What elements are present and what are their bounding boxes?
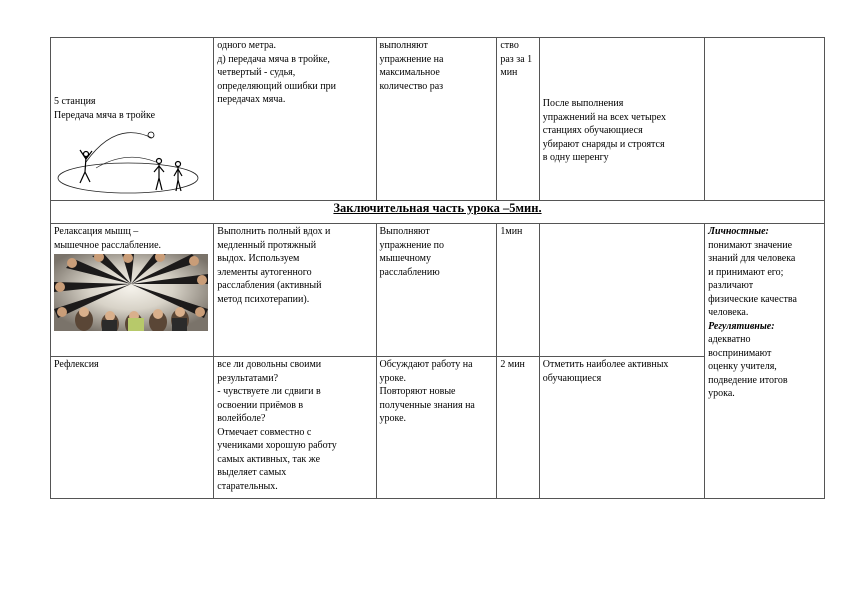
text-line: раз за 1 xyxy=(500,53,533,65)
text-line: в одну шеренгу xyxy=(542,152,609,163)
text-line: станциях обучающиеся xyxy=(542,125,643,136)
cell-student xyxy=(376,224,497,357)
text-line: результатами? xyxy=(217,372,279,384)
text-line: воспринимают xyxy=(708,347,772,359)
time-value: 2 мин xyxy=(500,359,525,370)
text-line: освоении приёмов в xyxy=(217,399,304,411)
text-line: полученные знания на xyxy=(379,399,475,411)
text-line: учениками хорошую работу xyxy=(217,440,337,451)
text-line: четвертый - судья, xyxy=(217,67,296,78)
cell-teacher xyxy=(214,357,376,499)
stage-line: Релаксация мышц – xyxy=(54,226,139,237)
stage-line: мышечное расслабление. xyxy=(54,239,162,251)
text-line: расслаблению xyxy=(379,266,440,278)
cell-teacher xyxy=(214,224,376,357)
text-line: мышечному xyxy=(379,253,431,264)
table-row-relaxation xyxy=(51,224,825,357)
stage-line: 5 станция xyxy=(54,96,96,107)
relaxation-circle-photo xyxy=(54,254,208,331)
text-line: самых активных, так же xyxy=(217,453,321,465)
text-line: Отметить наиболее активных xyxy=(542,359,669,370)
text-line: Выполнить полный вдох и xyxy=(217,226,331,237)
stage-label: Рефлексия xyxy=(54,359,99,370)
text-line: физические качества xyxy=(708,293,797,305)
text-line: элементы аутогенного xyxy=(217,266,312,278)
text-line: расслабления (активный xyxy=(217,280,322,291)
text-line: уроке. xyxy=(379,372,407,384)
text-line: - чувствуете ли сдвиги в xyxy=(217,386,321,397)
stage-line: Передача мяча в тройке xyxy=(54,109,156,121)
text-line: определяющий ошибки при xyxy=(217,80,336,92)
time-value: 1мин xyxy=(500,226,523,237)
text-line: упражнений на всех четырех xyxy=(542,111,666,123)
text-line: медленный протяжный xyxy=(217,239,317,251)
text-line: упражнение по xyxy=(379,239,444,251)
text-line: урока. xyxy=(708,388,735,399)
text-line: количество раз xyxy=(379,80,444,92)
text-line: передачах мяча. xyxy=(217,94,286,105)
uud-regulative-title: Регулятивные: xyxy=(708,320,775,332)
cell-uud xyxy=(705,38,825,201)
cell-time xyxy=(497,38,539,201)
text-line: убирают снаряды и строятся xyxy=(542,138,665,150)
cell-stage xyxy=(51,38,214,201)
text-line: Обсуждают работу на xyxy=(379,359,473,370)
text-line: знаний для человека xyxy=(708,253,796,264)
text-line: максимальное xyxy=(379,67,440,78)
text-line: адекватно xyxy=(708,334,751,345)
cell-stage xyxy=(51,224,214,357)
text-line: мин xyxy=(500,67,518,78)
section-heading: Заключительная часть урока –5мин. xyxy=(333,201,542,215)
section-heading-row xyxy=(51,201,825,224)
text-line: Выполняют xyxy=(379,226,430,237)
text-line: д) передача мяча в тройке, xyxy=(217,53,330,65)
cell-notes xyxy=(539,224,704,357)
cell-time xyxy=(497,224,539,357)
text-line: После выполнения xyxy=(542,98,624,109)
cell-student xyxy=(376,357,497,499)
text-line: Повторяют новые xyxy=(379,386,456,397)
text-line: метод психотерапии). xyxy=(217,293,310,305)
text-line: понимают значение xyxy=(708,239,793,251)
text-line: Отмечает совместно с xyxy=(217,426,312,438)
text-line: различают xyxy=(708,280,754,291)
text-line: оценку учителя, xyxy=(708,361,777,372)
text-line: выполняют xyxy=(379,40,428,51)
cell-teacher xyxy=(214,38,376,201)
cell-uud xyxy=(705,224,825,499)
text-line: одного метра. xyxy=(217,40,276,51)
text-line: волейболе? xyxy=(217,413,266,424)
uud-personal-title: Личностные: xyxy=(708,226,769,237)
table-row-station5 xyxy=(51,38,825,201)
text-line: уроке. xyxy=(379,413,407,424)
text-line: все ли довольны своими xyxy=(217,359,322,370)
text-line: выделяет самых xyxy=(217,467,287,478)
text-line: ство xyxy=(500,40,519,51)
text-line: подведение итогов xyxy=(708,374,788,386)
cell-time xyxy=(497,357,539,499)
text-line: упражнение на xyxy=(379,53,444,65)
text-line: и принимают его; xyxy=(708,266,784,278)
cell-student xyxy=(376,38,497,201)
text-line: человека. xyxy=(708,307,749,318)
ball-passing-trio-icon xyxy=(56,128,206,198)
text-line: выдох. Используем xyxy=(217,253,300,264)
cell-notes xyxy=(539,357,704,499)
lesson-table xyxy=(50,37,825,499)
text-line: обучающиеся xyxy=(542,372,602,384)
section-heading-cell xyxy=(51,201,825,224)
cell-stage xyxy=(51,357,214,499)
cell-notes xyxy=(539,38,704,201)
text-line: старательных. xyxy=(217,480,278,492)
